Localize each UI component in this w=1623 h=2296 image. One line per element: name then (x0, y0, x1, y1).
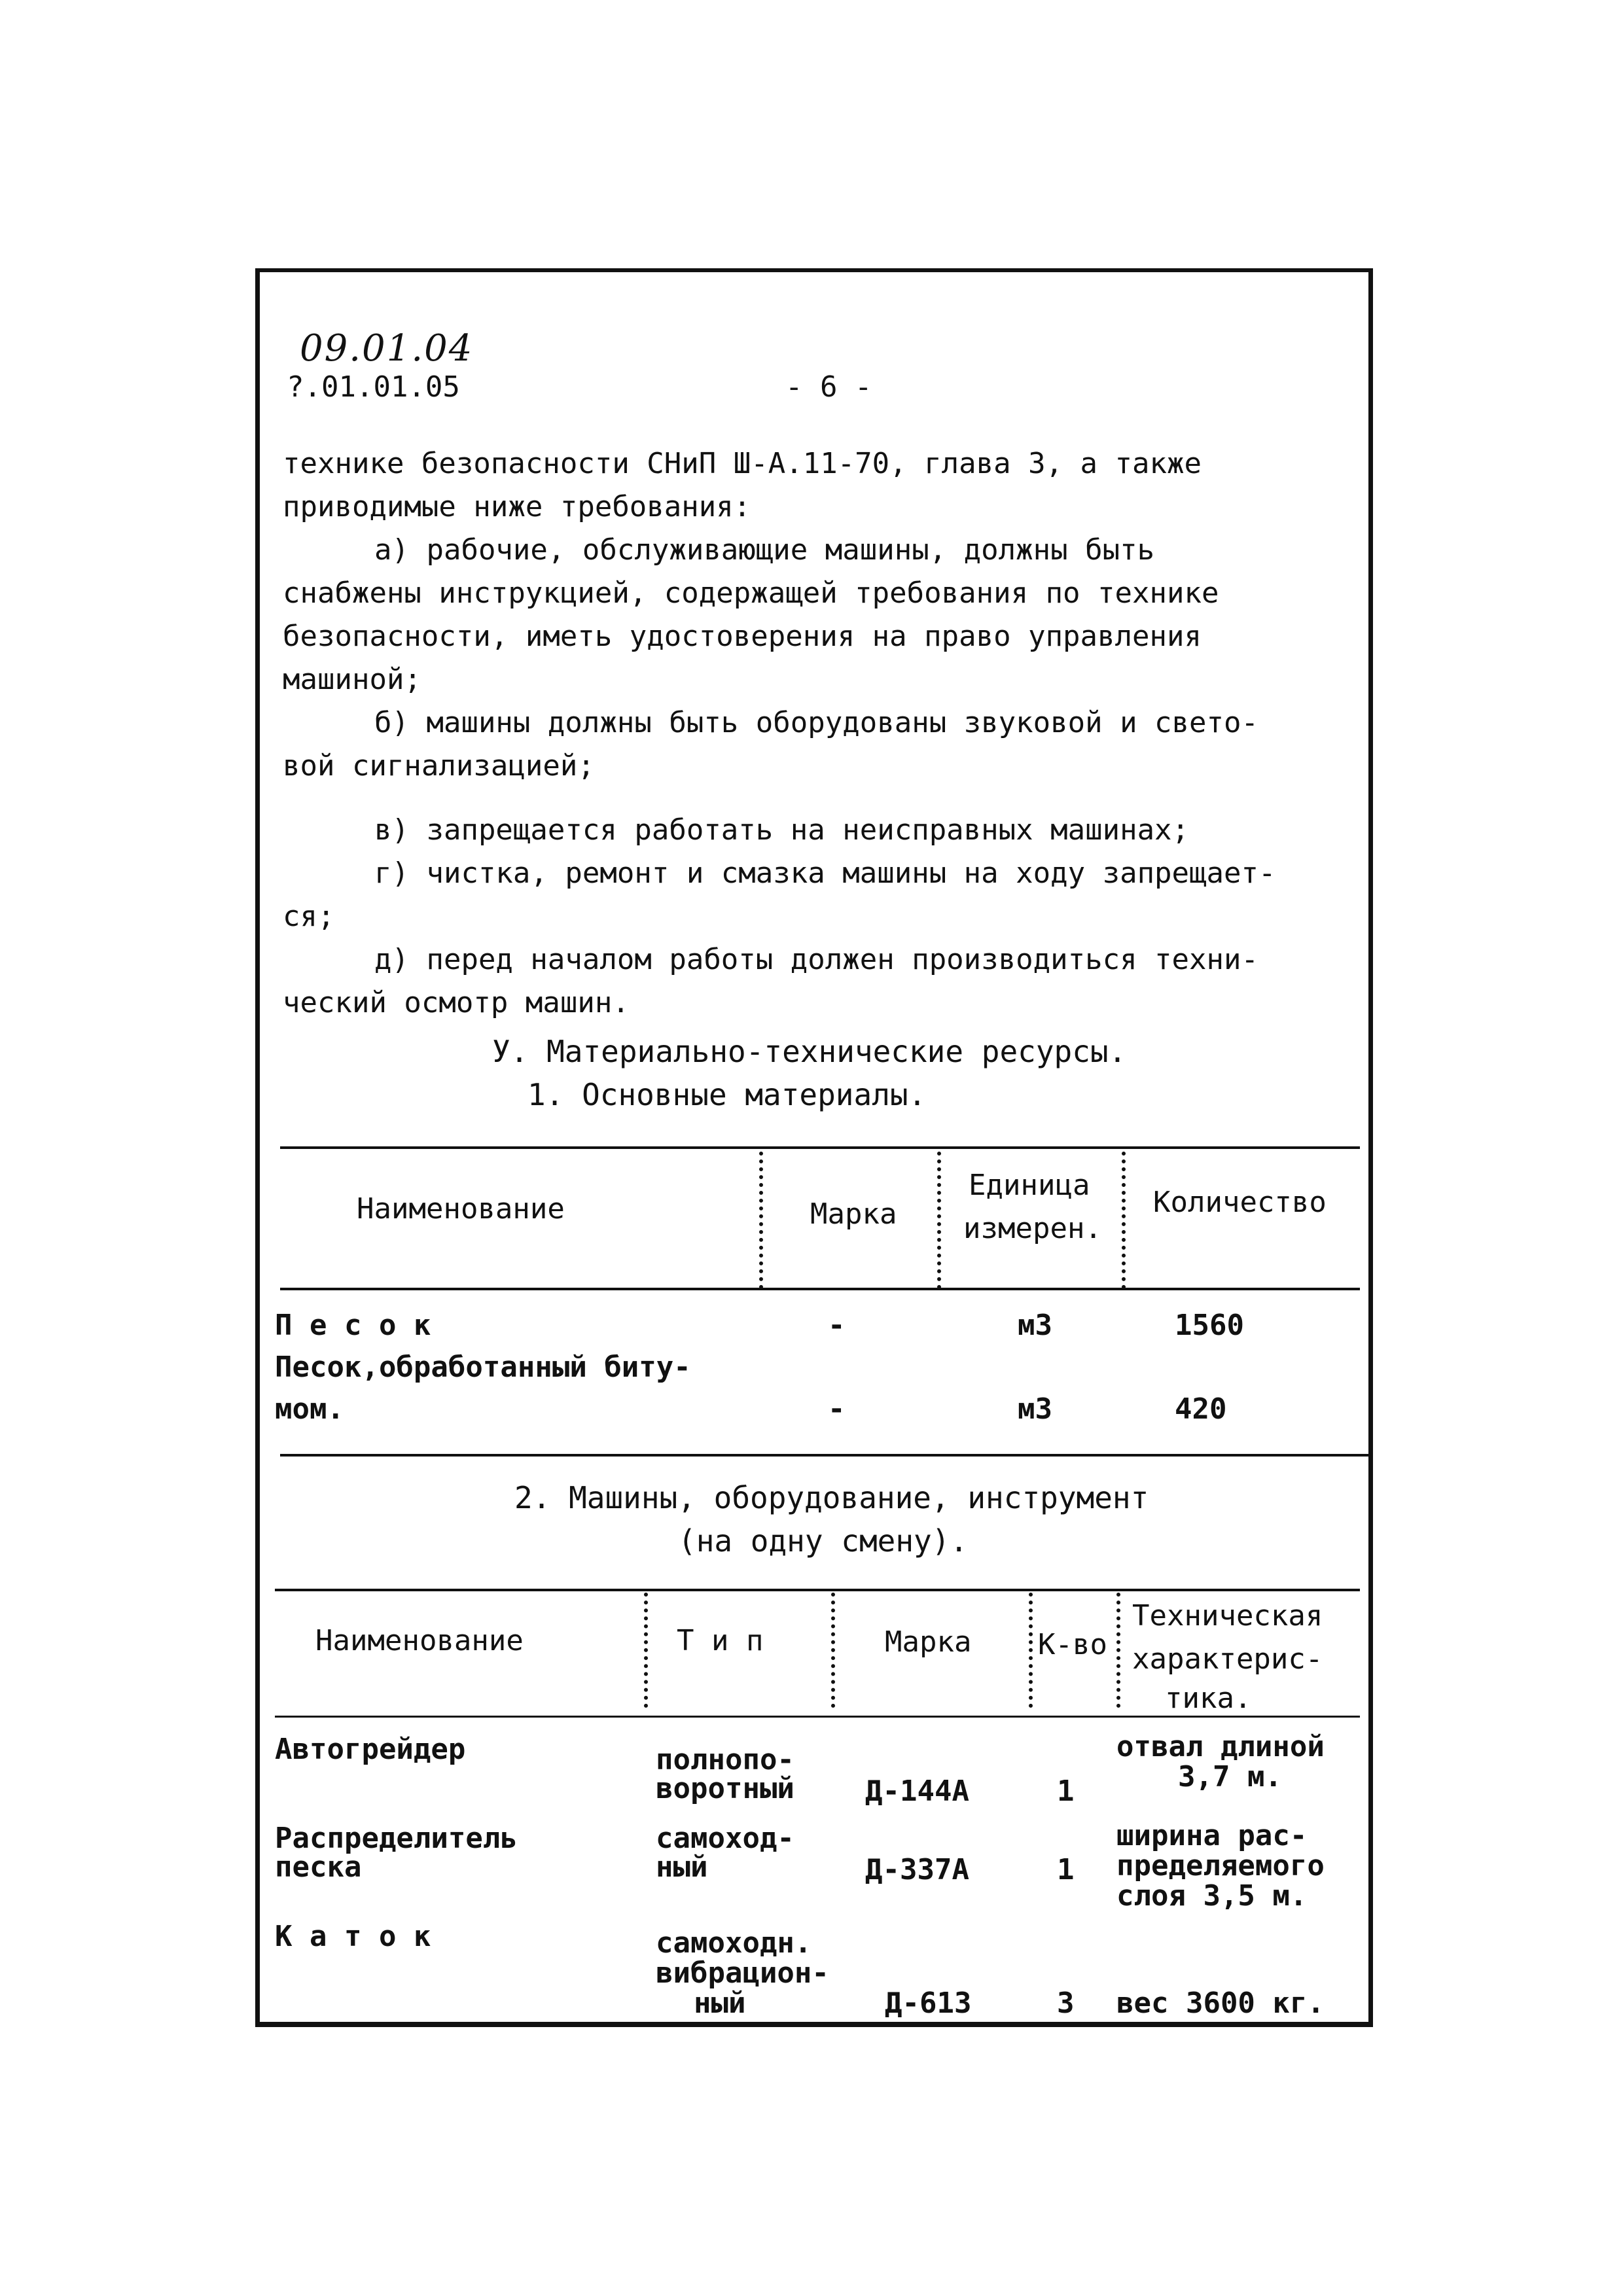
machine-mark: Д-144А (865, 1775, 969, 1808)
handwritten-code: 09.01.04 (300, 327, 474, 370)
column-divider (759, 1152, 767, 1289)
subsection-machines-title: 2. Машины, оборудование, инструмент (514, 1480, 1149, 1515)
machine-mark: Д-613 (885, 1987, 972, 2020)
machine-tech-line2: пределяемого (1116, 1849, 1325, 1882)
machine-tech-line3: слоя 3,5 м. (1116, 1879, 1308, 1913)
header-mark: Марка (810, 1197, 897, 1231)
machine-count: 3 (1057, 1987, 1075, 2020)
column-divider (937, 1152, 945, 1289)
machine-type-line1: самоходн. (656, 1926, 812, 1960)
intro-line-2: приводимые ниже требования: (283, 490, 751, 523)
header-type: Т и п (677, 1624, 764, 1657)
material-mark: - (828, 1309, 846, 1342)
table-rule-header (280, 1288, 1360, 1290)
header-count: К-во (1038, 1628, 1107, 1661)
header-quantity: Количество (1153, 1186, 1327, 1219)
requirement-b: б) машины должны быть оборудованы звуковой и свето- вой сигнализацией; (283, 706, 1259, 783)
column-divider (831, 1593, 839, 1708)
machine-name: Распределитель (275, 1822, 518, 1855)
header-name: Наименование (357, 1192, 565, 1226)
column-divider (644, 1593, 652, 1708)
header-tech-line2: характерис- (1132, 1642, 1323, 1676)
header-tech-line3: тика. (1165, 1682, 1252, 1715)
requirement-a: а) рабочие, обслуживающие машины, должны быть снабжены инструкцией, содержащей требования по технике безопасности, иметь удостоверения на право управления машиной; (283, 533, 1219, 696)
requirement-d: д) перед началом работы должен производиться техни- ческий осмотр машин. (283, 943, 1259, 1019)
machine-type-line3: ный (694, 1987, 746, 2020)
machine-tech-line1: вес 3600 кг. (1116, 1987, 1325, 2020)
subsection-machines-subtitle: (на одну смену). (678, 1523, 969, 1559)
machine-count: 1 (1057, 1775, 1075, 1808)
machine-mark: Д-337А (865, 1853, 969, 1886)
machine-type-line2: ный (656, 1850, 708, 1884)
machine-name: Автогрейдер (275, 1733, 466, 1766)
machine-type-line2: воротный (656, 1772, 794, 1805)
material-quantity: 420 (1175, 1392, 1227, 1426)
column-divider (1122, 1152, 1130, 1289)
header-tech-line1: Техническая (1132, 1599, 1323, 1633)
machine-name: К а т о к (275, 1920, 431, 1953)
header-unit-line2: измерен. (963, 1212, 1102, 1245)
table-rule-bottom (280, 1454, 1370, 1457)
table-rule-top (275, 1589, 1360, 1591)
header-unit-line1: Единица (969, 1169, 1090, 1202)
header-name: Наименование (315, 1624, 524, 1657)
machine-tech-line2: 3,7 м. (1178, 1760, 1282, 1793)
requirement-v: в) запрещается работать на неисправных машинах; (374, 813, 1190, 847)
requirement-g: г) чистка, ремонт и смазка машины на ходу запрещает- ся; (283, 857, 1276, 933)
subsection-materials-title: 1. Основные материалы. (527, 1077, 927, 1112)
header-mark: Марка (885, 1625, 972, 1659)
material-name: Песок,обработанный биту- (275, 1351, 691, 1384)
machine-type-line1: полнопо- (656, 1743, 794, 1776)
machine-name-line2: песка (275, 1850, 362, 1884)
column-divider (1029, 1593, 1037, 1708)
column-divider (1116, 1593, 1124, 1708)
material-name: П е с о к (275, 1309, 431, 1342)
machine-count: 1 (1057, 1853, 1075, 1886)
page-number: - 6 - (785, 370, 872, 404)
machine-tech-line1: отвал длиной (1116, 1730, 1325, 1763)
machine-type-line1: самоход- (656, 1822, 794, 1855)
machine-tech-line1: ширина рас- (1116, 1819, 1308, 1852)
section-title: У. Материально-технические ресурсы. (492, 1034, 1127, 1069)
material-unit: м3 (1018, 1309, 1052, 1342)
material-unit: м3 (1018, 1392, 1052, 1426)
document-code: ?.01.01.05 (287, 370, 460, 404)
machine-type-line2: вибрацион- (656, 1956, 829, 1990)
material-quantity: 1560 (1175, 1309, 1244, 1342)
table-rule-header (275, 1716, 1360, 1718)
intro-line-1: технике безопасности СНиП Ш-А.11-70, глава 3, а также (283, 447, 1202, 480)
material-name-continued: мом. (275, 1392, 344, 1426)
material-mark: - (828, 1392, 846, 1426)
table-rule-top (280, 1146, 1360, 1149)
